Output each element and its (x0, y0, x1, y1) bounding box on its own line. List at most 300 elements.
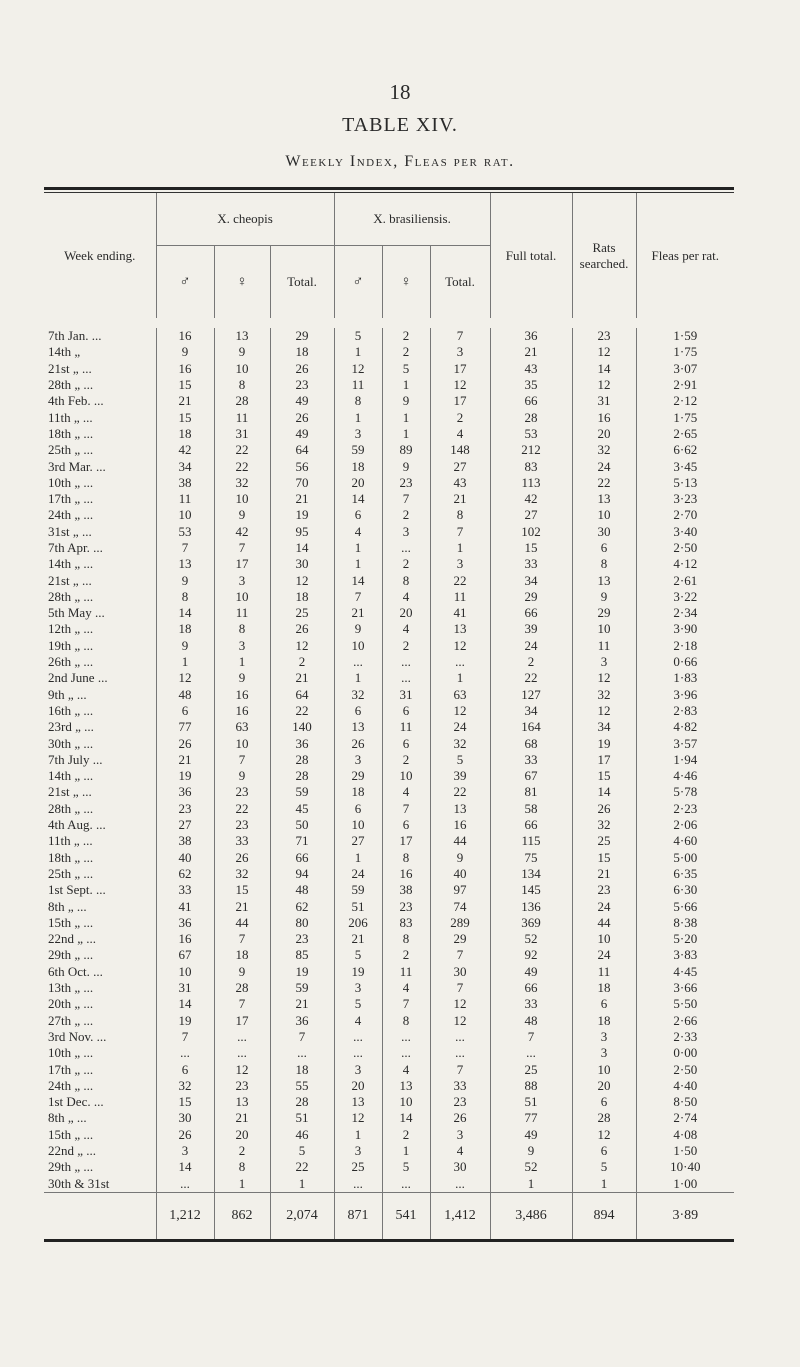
value-cell: 52 (490, 1159, 572, 1175)
value-cell: 6·62 (636, 442, 734, 458)
header-full-total: Full total. (490, 193, 572, 318)
value-cell: 23 (572, 328, 636, 344)
week-cell: 17th „ ... (48, 1061, 94, 1077)
value-cell: 3·40 (636, 524, 734, 540)
value-cell: 38 (382, 882, 430, 898)
week-cell: 21st „ ... (48, 784, 92, 800)
value-cell: 29 (334, 768, 382, 784)
week-cell: 11th „ ... (48, 409, 93, 425)
value-cell: 95 (270, 524, 334, 540)
value-cell: 9 (572, 589, 636, 605)
value-cell: 145 (490, 882, 572, 898)
value-cell: 17 (430, 393, 490, 409)
value-cell: 21 (270, 670, 334, 686)
value-cell: 43 (490, 361, 572, 377)
value-cell: 2·66 (636, 1012, 734, 1028)
value-cell: 12 (572, 377, 636, 393)
value-cell: 13 (334, 1094, 382, 1110)
table-row (44, 621, 734, 637)
week-cell: 7th Jan. ... (48, 328, 102, 344)
week-cell: 14th „ (48, 344, 81, 360)
week-cell: 27th „ ... (48, 1012, 94, 1028)
value-cell: 20 (572, 1078, 636, 1094)
value-cell: 164 (490, 719, 572, 735)
value-cell: 5·78 (636, 784, 734, 800)
value-cell: 5·66 (636, 898, 734, 914)
value-cell: 66 (490, 817, 572, 833)
value-cell: 6 (572, 540, 636, 556)
value-cell: ... (382, 540, 430, 556)
value-cell: 6 (382, 703, 430, 719)
table-row (44, 556, 734, 572)
week-cell: 21st „ ... (48, 360, 92, 376)
value-cell: 15 (156, 377, 214, 393)
value-cell: 33 (490, 752, 572, 768)
value-cell: 6 (572, 1094, 636, 1110)
week-cell: 24th „ ... (48, 507, 94, 523)
value-cell: 10 (572, 931, 636, 947)
value-cell: ... (430, 1029, 490, 1045)
value-cell: 14 (572, 784, 636, 800)
value-cell: 16 (214, 703, 270, 719)
value-cell: 8 (214, 621, 270, 637)
week-cell: 14th „ ... (48, 556, 94, 572)
week-cell: 14th „ ... (48, 768, 94, 784)
value-cell: 2 (430, 409, 490, 425)
value-cell: 1·75 (636, 344, 734, 360)
value-cell: 33 (214, 833, 270, 849)
value-cell: 3 (334, 1061, 382, 1077)
value-cell: 5 (334, 947, 382, 963)
header-cheopis-male: ♂ (156, 246, 214, 319)
value-cell: 68 (490, 735, 572, 751)
value-cell: 12 (334, 361, 382, 377)
value-cell: 18 (270, 1061, 334, 1077)
value-cell: 59 (334, 882, 382, 898)
value-cell: 10 (156, 964, 214, 980)
value-cell: 33 (490, 556, 572, 572)
table-row (44, 947, 734, 963)
value-cell: 8 (572, 556, 636, 572)
table-row (44, 1110, 734, 1126)
week-cell: 28th „ ... (48, 377, 94, 393)
total-cell: 3,486 (490, 1192, 572, 1239)
value-cell: 10 (382, 768, 430, 784)
table-row (44, 850, 734, 866)
value-cell: 2 (382, 507, 430, 523)
header-cheopis-total: Total. (270, 246, 334, 319)
value-cell: 19 (270, 507, 334, 523)
value-cell: 36 (270, 1012, 334, 1028)
value-cell: 77 (156, 719, 214, 735)
week-cell: 31st „ ... (48, 523, 92, 539)
value-cell: 63 (214, 719, 270, 735)
value-cell: 66 (490, 393, 572, 409)
value-cell: 26 (156, 735, 214, 751)
value-cell: ... (382, 1175, 430, 1192)
value-cell: 3 (382, 524, 430, 540)
value-cell: 12 (270, 572, 334, 588)
value-cell: 14 (334, 572, 382, 588)
value-cell: 18 (334, 458, 382, 474)
table-row (44, 1159, 734, 1175)
value-cell: 14 (572, 361, 636, 377)
value-cell: 3 (334, 426, 382, 442)
value-cell: 12 (572, 344, 636, 360)
header-brasiliensis-female: ♀ (382, 246, 430, 319)
value-cell: 11 (214, 409, 270, 425)
week-cell: 30th „ ... (48, 735, 94, 751)
value-cell: 53 (156, 524, 214, 540)
total-cell: 862 (214, 1192, 270, 1239)
value-cell: 23 (214, 1078, 270, 1094)
value-cell: 48 (270, 882, 334, 898)
header-brasiliensis: X. brasiliensis. (334, 193, 490, 246)
value-cell: 14 (270, 540, 334, 556)
value-cell: 53 (490, 426, 572, 442)
value-cell: 14 (382, 1110, 430, 1126)
value-cell: 6 (572, 1143, 636, 1159)
value-cell: 2·83 (636, 703, 734, 719)
value-cell: 12 (572, 703, 636, 719)
value-cell: 30 (270, 556, 334, 572)
value-cell: 24 (430, 719, 490, 735)
value-cell: 21 (572, 866, 636, 882)
value-cell: 2 (382, 344, 430, 360)
value-cell: 36 (156, 784, 214, 800)
value-cell: 25 (334, 1159, 382, 1175)
value-cell: 7 (334, 589, 382, 605)
value-cell: 41 (156, 898, 214, 914)
value-cell: 83 (490, 458, 572, 474)
value-cell: 59 (270, 980, 334, 996)
value-cell: 29 (430, 931, 490, 947)
value-cell: 18 (572, 1012, 636, 1028)
value-cell: 20 (334, 475, 382, 491)
value-cell: 22 (572, 475, 636, 491)
total-cell: 2,074 (270, 1192, 334, 1239)
value-cell: 2 (382, 328, 430, 344)
value-cell: 5·13 (636, 475, 734, 491)
value-cell: 44 (430, 833, 490, 849)
value-cell: 49 (490, 1127, 572, 1143)
value-cell: 11 (572, 964, 636, 980)
value-cell: ... (270, 1045, 334, 1061)
value-cell: 4·40 (636, 1078, 734, 1094)
value-cell: ... (156, 1045, 214, 1061)
value-cell: 33 (156, 882, 214, 898)
value-cell: ... (490, 1045, 572, 1061)
value-cell: 4 (382, 980, 430, 996)
value-cell: 9 (156, 572, 214, 588)
value-cell: 30 (156, 1110, 214, 1126)
value-cell: 29 (270, 328, 334, 344)
value-cell: 3 (572, 1029, 636, 1045)
value-cell: 3 (334, 980, 382, 996)
value-cell: 31 (156, 980, 214, 996)
value-cell: 15 (156, 1094, 214, 1110)
value-cell: 1 (490, 1175, 572, 1192)
week-cell: 1st Sept. ... (48, 882, 106, 898)
value-cell: 77 (490, 1110, 572, 1126)
value-cell: 6 (334, 507, 382, 523)
value-cell: 71 (270, 833, 334, 849)
value-cell: 9 (214, 964, 270, 980)
value-cell: 9 (430, 850, 490, 866)
value-cell: 21 (334, 931, 382, 947)
value-cell: 28 (270, 752, 334, 768)
value-cell: 3·22 (636, 589, 734, 605)
value-cell: 3·23 (636, 491, 734, 507)
value-cell: 31 (214, 426, 270, 442)
value-cell: 75 (490, 850, 572, 866)
week-cell: 3rd Mar. ... (48, 458, 106, 474)
value-cell: 212 (490, 442, 572, 458)
week-cell: 4th Aug. ... (48, 817, 106, 833)
table-row (44, 980, 734, 996)
value-cell: 1 (334, 409, 382, 425)
value-cell: 2·12 (636, 393, 734, 409)
header-cheopis: X. cheopis (156, 193, 334, 246)
value-cell: 13 (430, 801, 490, 817)
value-cell: 4 (334, 1012, 382, 1028)
value-cell: 9 (156, 638, 214, 654)
value-cell: 5 (334, 328, 382, 344)
value-cell: 1·83 (636, 670, 734, 686)
table-row (44, 458, 734, 474)
value-cell: 18 (334, 784, 382, 800)
value-cell: 18 (156, 426, 214, 442)
value-cell: 4·08 (636, 1127, 734, 1143)
value-cell: 49 (270, 393, 334, 409)
table-row (44, 442, 734, 458)
value-cell: 9 (382, 458, 430, 474)
value-cell: 33 (430, 1078, 490, 1094)
value-cell: 26 (430, 1110, 490, 1126)
value-cell: 21 (156, 393, 214, 409)
value-cell: 10 (572, 1061, 636, 1077)
value-cell: 7 (490, 1029, 572, 1045)
value-cell: 4·60 (636, 833, 734, 849)
value-cell: 25 (270, 605, 334, 621)
value-cell: 13 (430, 621, 490, 637)
total-cell: 3·89 (636, 1192, 734, 1239)
table-row (44, 524, 734, 540)
value-cell: 85 (270, 947, 334, 963)
value-cell: 20 (214, 1127, 270, 1143)
value-cell: 44 (214, 915, 270, 931)
value-cell: 10 (214, 491, 270, 507)
value-cell: 89 (382, 442, 430, 458)
value-cell: 16 (572, 409, 636, 425)
value-cell: 2·70 (636, 507, 734, 523)
value-cell: 8 (382, 850, 430, 866)
week-cell: 23rd „ ... (48, 719, 94, 735)
table-row (44, 475, 734, 491)
value-cell: 8 (382, 1012, 430, 1028)
value-cell: 7 (382, 801, 430, 817)
value-cell: 62 (270, 898, 334, 914)
value-cell: 2·23 (636, 801, 734, 817)
value-cell: 2·61 (636, 572, 734, 588)
page-number: 18 (389, 80, 411, 104)
value-cell: 18 (572, 980, 636, 996)
value-cell: 16 (430, 817, 490, 833)
value-cell: 43 (430, 475, 490, 491)
value-cell: 1 (334, 850, 382, 866)
table-row (44, 752, 734, 768)
value-cell: 2·50 (636, 1061, 734, 1077)
value-cell: 1 (334, 344, 382, 360)
value-cell: 44 (572, 915, 636, 931)
value-cell: 4 (430, 426, 490, 442)
value-cell: 11 (214, 605, 270, 621)
value-cell: 140 (270, 719, 334, 735)
value-cell: ... (382, 1045, 430, 1061)
value-cell: 59 (334, 442, 382, 458)
value-cell: 12 (572, 1127, 636, 1143)
value-cell: 14 (156, 605, 214, 621)
value-cell: 41 (430, 605, 490, 621)
value-cell: 97 (430, 882, 490, 898)
value-cell: 26 (334, 735, 382, 751)
value-cell: 59 (270, 784, 334, 800)
value-cell: 15 (572, 850, 636, 866)
value-cell: 1 (270, 1175, 334, 1192)
value-cell: 33 (490, 996, 572, 1012)
week-cell: 9th „ ... (48, 686, 87, 702)
value-cell: 2 (270, 654, 334, 670)
value-cell: 1·75 (636, 409, 734, 425)
value-cell: 9 (156, 344, 214, 360)
value-cell: 1 (214, 1175, 270, 1192)
value-cell: 50 (270, 817, 334, 833)
value-cell: 17 (572, 752, 636, 768)
value-cell: 3 (572, 654, 636, 670)
week-cell: 10th „ ... (48, 1045, 94, 1061)
value-cell: 30 (430, 964, 490, 980)
value-cell: 34 (156, 458, 214, 474)
value-cell: 6 (382, 817, 430, 833)
value-cell: 1·59 (636, 328, 734, 344)
table-row (44, 1143, 734, 1159)
value-cell: 12 (572, 670, 636, 686)
value-cell: 1 (382, 426, 430, 442)
week-cell: 29th „ ... (48, 1159, 94, 1175)
value-cell: 8 (382, 572, 430, 588)
table-row (44, 409, 734, 425)
value-cell: 23 (270, 377, 334, 393)
value-cell: ... (334, 1175, 382, 1192)
value-cell: ... (214, 1029, 270, 1045)
table-row (44, 654, 734, 670)
value-cell: ... (156, 1175, 214, 1192)
value-cell: 28 (270, 1094, 334, 1110)
value-cell: 23 (430, 1094, 490, 1110)
table-row (44, 898, 734, 914)
table-row (44, 1045, 734, 1061)
value-cell: 32 (334, 687, 382, 703)
value-cell: 35 (490, 377, 572, 393)
value-cell: 22 (214, 458, 270, 474)
value-cell: 113 (490, 475, 572, 491)
table-row (44, 572, 734, 588)
value-cell: 34 (490, 703, 572, 719)
value-cell: 23 (572, 882, 636, 898)
value-cell: 26 (270, 361, 334, 377)
week-cell: 26th „ ... (48, 654, 94, 670)
week-cell: 10th „ ... (48, 474, 94, 490)
value-cell: 22 (214, 801, 270, 817)
value-cell: 63 (430, 687, 490, 703)
total-cell: 1,212 (156, 1192, 214, 1239)
value-cell: 9 (382, 393, 430, 409)
value-cell: 67 (156, 947, 214, 963)
value-cell: ... (430, 654, 490, 670)
value-cell: 2 (382, 556, 430, 572)
total-cell: 871 (334, 1192, 382, 1239)
value-cell: 7 (214, 931, 270, 947)
table-row (44, 996, 734, 1012)
value-cell: 8 (382, 931, 430, 947)
value-cell: 7 (156, 1029, 214, 1045)
value-cell: 38 (156, 833, 214, 849)
value-cell: 7 (430, 328, 490, 344)
value-cell: 42 (214, 524, 270, 540)
value-cell: 24 (334, 866, 382, 882)
table-row (44, 361, 734, 377)
value-cell: 32 (572, 442, 636, 458)
value-cell: 66 (490, 980, 572, 996)
value-cell: 27 (430, 458, 490, 474)
week-cell: 11th „ ... (48, 833, 93, 849)
value-cell: 22 (214, 442, 270, 458)
week-cell: 16th „ ... (48, 702, 94, 718)
value-cell: 9 (334, 621, 382, 637)
value-cell: 19 (156, 768, 214, 784)
table-row (44, 540, 734, 556)
value-cell: 3·66 (636, 980, 734, 996)
value-cell: 13 (214, 1094, 270, 1110)
value-cell: 3·90 (636, 621, 734, 637)
value-cell: 21 (490, 344, 572, 360)
value-cell: 52 (490, 931, 572, 947)
value-cell: 3 (156, 1143, 214, 1159)
value-cell: 34 (572, 719, 636, 735)
value-cell: 16 (382, 866, 430, 882)
week-cell: 24th „ ... (48, 1077, 94, 1093)
value-cell: 9 (214, 344, 270, 360)
value-cell: 5 (382, 1159, 430, 1175)
value-cell: 11 (156, 491, 214, 507)
table-row (44, 964, 734, 980)
value-cell: 7 (430, 524, 490, 540)
value-cell: ... (334, 1045, 382, 1061)
value-cell: 20 (382, 605, 430, 621)
value-cell: 12 (430, 638, 490, 654)
value-cell: 8 (334, 393, 382, 409)
value-cell: 13 (572, 491, 636, 507)
value-cell: 3 (334, 1143, 382, 1159)
value-cell: 12 (334, 1110, 382, 1126)
value-cell: 3 (430, 1127, 490, 1143)
value-cell: 23 (382, 475, 430, 491)
value-cell: 7 (270, 1029, 334, 1045)
value-cell: 64 (270, 442, 334, 458)
week-cell: 21st „ ... (48, 572, 92, 588)
value-cell: 2·33 (636, 1029, 734, 1045)
value-cell: 74 (430, 898, 490, 914)
